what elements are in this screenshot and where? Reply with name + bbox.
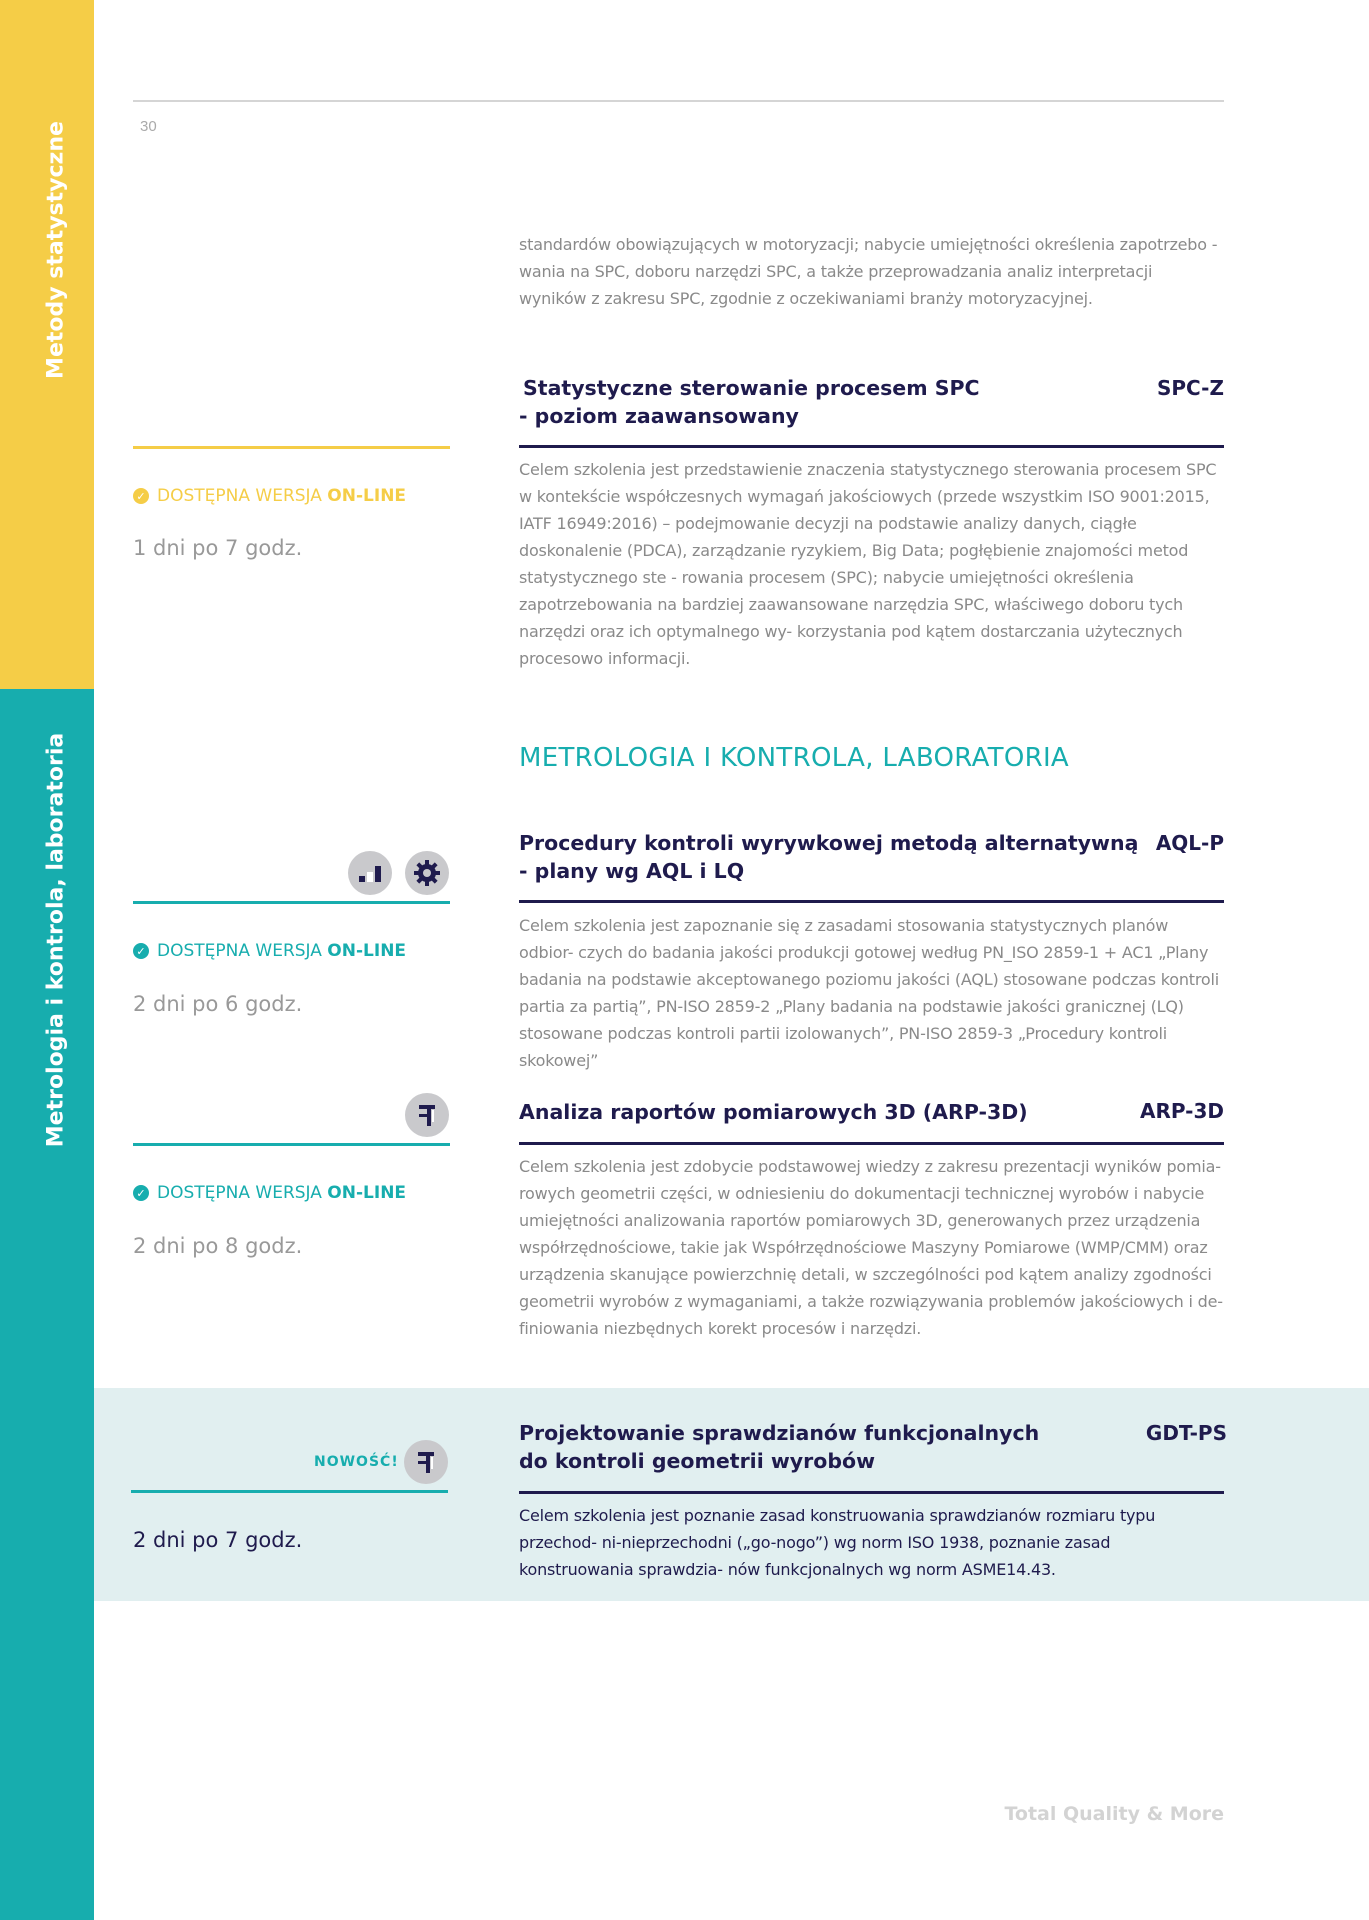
bar-chart-icon	[348, 851, 392, 895]
intro-text: standardów obowiązujących w motoryzacji; nabycie umiejętności określenia zapotrzebo - wania na SPC, doboru narzędzi SPC, a także przeprowadzania analiz interpretacji wyników z zakresu SPC, zgodnie z oczekiwaniami branży motoryzacyjnej.	[519, 235, 1218, 308]
online-badge	[133, 941, 406, 961]
course-duration: 2 dni po 6 godz.	[133, 992, 303, 1016]
section-heading: METROLOGIA I KONTROLA, LABORATORIA	[519, 743, 1070, 773]
course-rule	[519, 1142, 1224, 1145]
course-duration: 2 dni po 8 godz.	[133, 1234, 303, 1258]
online-label: DOSTĘPNA WERSJA ON-LINE	[157, 486, 407, 506]
course-title-aql-p	[519, 829, 1138, 885]
course-title-gdt-ps	[519, 1419, 1039, 1475]
caliper-icon	[405, 1093, 449, 1137]
check-circle-icon: ✓	[133, 1185, 149, 1201]
caliper-icon	[404, 1440, 448, 1484]
header-rule	[133, 100, 1224, 102]
course-rule	[519, 900, 1224, 903]
left-rule-yellow	[133, 446, 450, 449]
new-badge: NOWOŚĆ!	[314, 1454, 399, 1470]
course-title-spc-z	[519, 374, 980, 430]
online-badge	[133, 1183, 406, 1203]
check-circle-icon: ✓	[133, 943, 149, 959]
course-duration: 1 dni po 7 godz.	[133, 536, 303, 560]
course-description: Celem szkolenia jest przedstawienie znaczenia statystycznego sterowania procesem SPC w kontekście współczesnych wymagań jakościowych (przede wszystkim ISO 9001:2015, IATF 16949:2016) – podejmowanie decyzji na podstawie analizy danych, ciągłe doskonalenie (PDCA), zarządzanie ryzykiem, Big Data; pogłębienie znajomości metod statystycznego ste - rowania procesem (SPC); nabycie umiejętności określenia zapotrzebowania na bardziej zaawansowane narzędzia SPC, właściwego doboru tych narzędzi oraz ich optymalnego wy- korzystania pod kątem dostarczania użytecznych procesowo informacji.	[519, 460, 1217, 668]
course-duration: 2 dni po 7 godz.	[133, 1528, 303, 1552]
sidebar-label-statistics: Metody statystyczne	[43, 121, 69, 379]
course-description: Celem szkolenia jest zapoznanie się z zasadami stosowania statystycznych planów odbior- czych do badania jakości produkcji gotowej według PN_ISO 2859-1 + AC1 „Plany badania na podstawie akceptowanego poziomu jakości (AQL) stosowane podczas kontroli partia za partią”, PN-ISO 2859-2 „Plany badania na podstawie jakości granicznej (LQ) stosowane podczas kontroli partii izolowanych”, PN-ISO 2859-3 „Procedury kontroli skokowej”	[519, 916, 1219, 1070]
online-label: DOSTĘPNA WERSJA ON-LINE	[157, 941, 407, 961]
course-description: Celem szkolenia jest zdobycie podstawowej wiedzy z zakresu prezentacji wyników pomia- rowych geometrii części, w odniesieniu do dokumentacji technicznej wyrobów i nabycie umiejętności analizowania raportów pomiarowych 3D, generowanych przez urządzenia współrzędnościowe, takie jak Współrzędnościowe Maszyny Pomiarowe (WMP/CMM) oraz urządzenia skanujące powierzchnię detali, w szczególności pod kątem analizy zgodności geometrii wyrobów z wymaganiami, a także rozwiązywania problemów jakościowych i de- finiowania niezbędnych korekt procesów i narzędzi.	[519, 1157, 1223, 1338]
course-title-line: - poziom zaawansowany	[519, 404, 799, 428]
course-code-arp-3d: ARP-3D	[1139, 1099, 1224, 1123]
course-title-arp-3d	[519, 1098, 1028, 1126]
online-label: DOSTĘPNA WERSJA ON-LINE	[157, 1183, 407, 1203]
left-rule-teal	[133, 901, 450, 904]
course-title-line: do kontroli geometrii wyrobów	[519, 1449, 876, 1473]
course-title-line: Projektowanie sprawdzianów funkcjonalnych	[519, 1421, 1040, 1445]
course-code-aql-p: AQL-P	[1155, 831, 1224, 855]
left-rule-teal	[133, 1143, 450, 1146]
course-code-spc-z: SPC-Z	[1156, 376, 1224, 400]
course-title-line: Statystyczne sterowanie procesem SPC	[523, 376, 980, 400]
check-circle-icon: ✓	[133, 488, 149, 504]
course-description: Celem szkolenia jest poznanie zasad konstruowania sprawdzianów rozmiaru typu przechod- ni-nieprzechodni („go-nogo”) wg norm ISO 1938, poznanie zasad konstruowania sprawdzia- nów funkcjonalnych wg norm ASME14.43.	[519, 1506, 1156, 1579]
gear-icon	[405, 851, 449, 895]
course-title-line: Analiza raportów pomiarowych 3D (ARP-3D)	[519, 1100, 1028, 1124]
course-rule	[519, 445, 1224, 448]
course-code-gdt-ps: GDT-PS	[1145, 1421, 1227, 1445]
footer-brand: Total Quality & More	[1004, 1803, 1224, 1825]
course-title-line: - plany wg AQL i LQ	[519, 859, 745, 883]
sidebar-label-metrology: Metrologia i kontrola, laboratoria	[43, 732, 69, 1148]
left-rule-teal	[131, 1490, 448, 1493]
online-badge	[133, 486, 406, 506]
course-rule	[519, 1491, 1224, 1494]
page-number: 30	[140, 118, 157, 135]
course-title-line: Procedury kontroli wyrywkowej metodą alternatywną	[519, 831, 1139, 855]
